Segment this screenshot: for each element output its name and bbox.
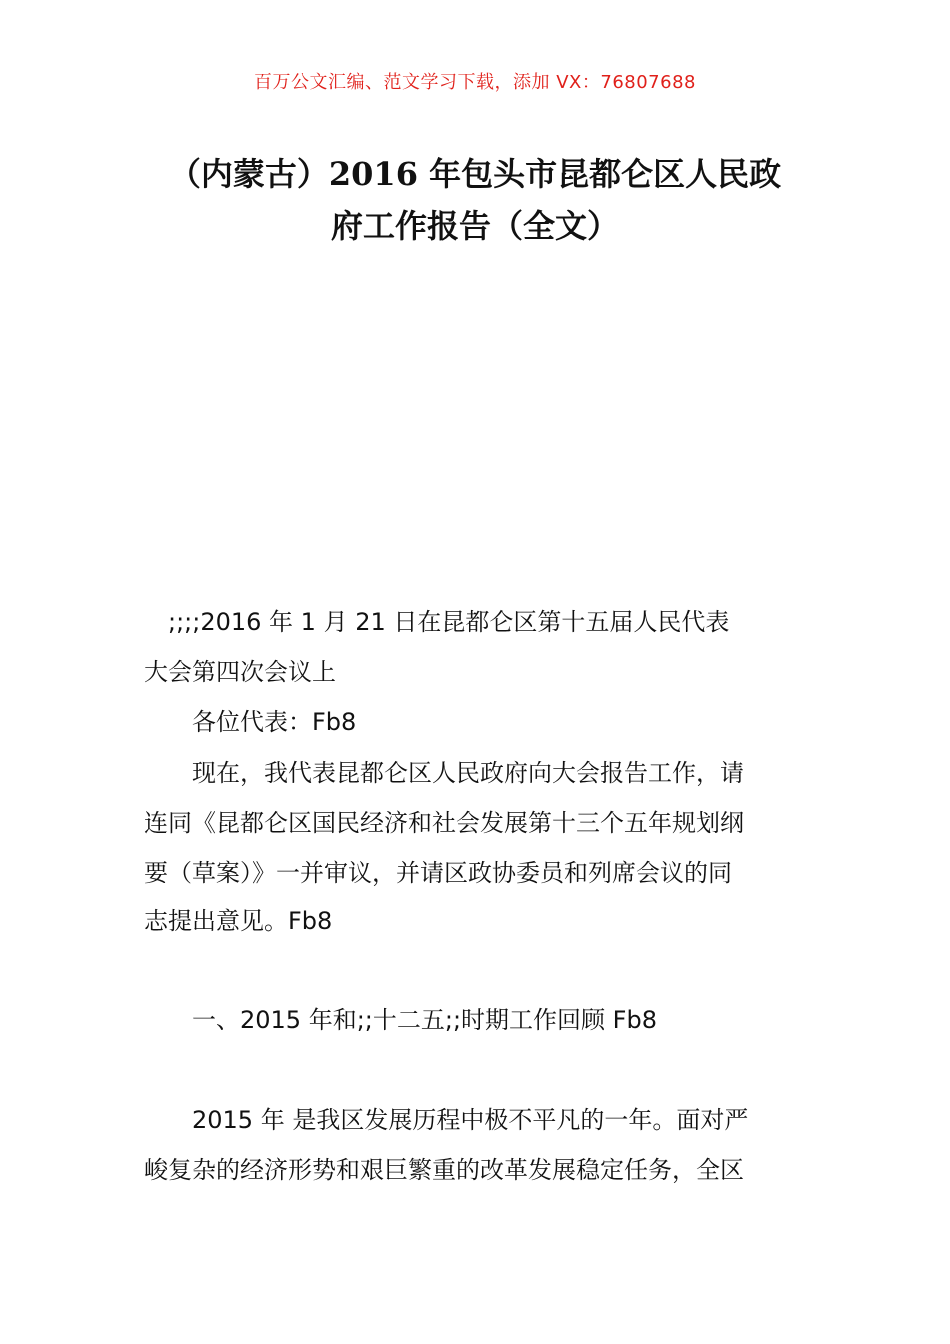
body-line: 大会第四次会议上 [144,658,336,686]
body-line: 各位代表：Fb8 [144,708,357,736]
body-line: 要（草案）》一并审议，并请区政协委员和列席会议的同 [144,859,732,887]
title-line-1: （内蒙古）2016 年包头市昆都仑区人民政 [168,155,782,193]
watermark-header: 百万公文汇编、范文学习下载，添加 VX：76807688 [254,72,696,93]
body-line: 连同《昆都仑区国民经济和社会发展第十三个五年规划纲 [144,809,744,837]
body-line: 2015 年 是我区发展历程中极不平凡的一年。面对严 [144,1106,749,1134]
body-line: 峻复杂的经济形势和艰巨繁重的改革发展稳定任务，全区 [144,1156,744,1184]
body-line: ;;;;2016 年 1 月 21 日在昆都仑区第十五届人民代表 [144,608,730,636]
body-line: 现在，我代表昆都仑区人民政府向大会报告工作，请 [144,759,744,787]
section-heading: 一、2015 年和;;十二五;;时期工作回顾 Fb8 [144,1006,657,1034]
title-line-2: 府工作报告（全文） [330,207,619,245]
document-title [130,148,820,252]
body-line: 志提出意见。Fb8 [144,907,333,935]
